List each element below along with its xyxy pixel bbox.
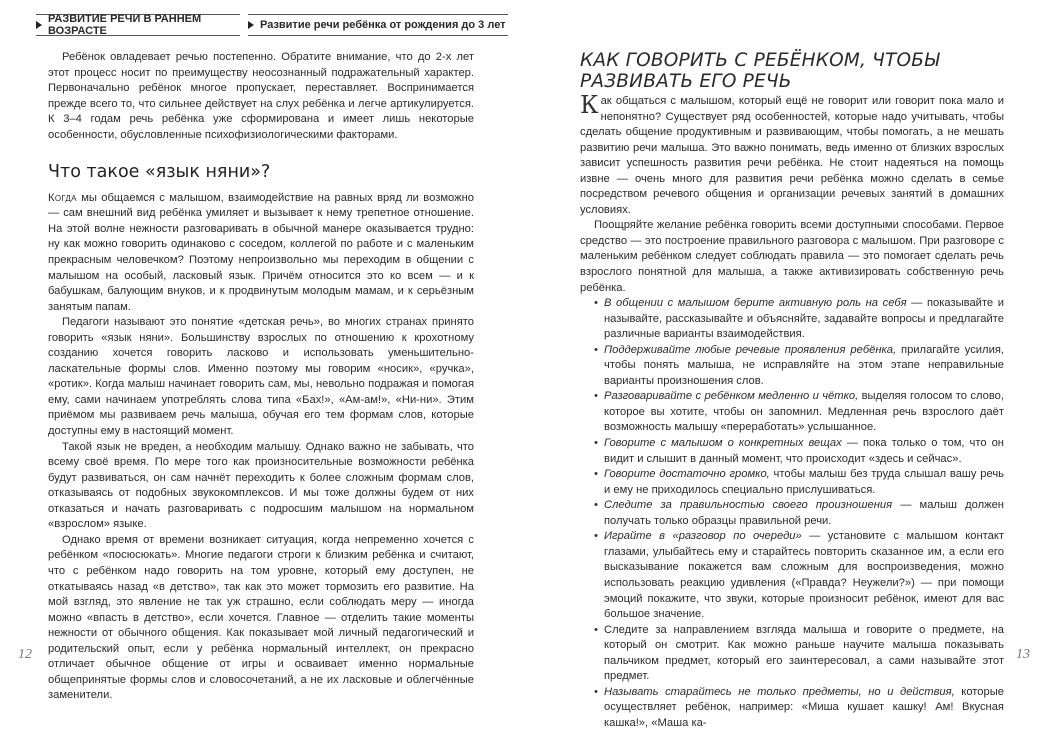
list-item-emphasis: Разговаривайте с ребёнком медленно и чётко, [604,390,859,403]
list-item-emphasis: Играйте в «разговор по очереди» [604,530,802,543]
list-item [594,343,1004,390]
list-item-text: — показывайте и называйте, рассказывайте и объясняйте, задавайте вопросы и предлагайте различные варианты взаимодействия. [604,297,1004,341]
list-item [594,389,1004,436]
chapter-title: Развитие речи ребёнка от рождения до 3 лет [260,19,506,31]
paragraph-text: мы общаемся с малышом, взаимодействие на равных вряд ли возможно — сам внешний вид ребёнка умиляет и вызывает к нему трепетное отношение. На этой волне нежности разговаривать в обычной манере оказывается трудно: ну как можно говорить одинаково с соседом, коллегой по работе и с маленьким прекрасным человечком? Поэтому непроизвольно мы переходим в общении с малышом на особый, ласковый язык. Причём относится это ко всем — и к бабушкам, балующим внуков, и к продвинутым молодым мамам, и к серьёзным занятым папам. [48,191,474,313]
list-item-text: — установите с малышом контакт глазами, улыбайтесь ему и старайтесь повторить сказанное им, а если его высказывание покажется вам сложным для воспроизведения, можно использовать реакцию удивления («Правда? Неужели?») — при помощи эмоций покажите, что звуки, которые произносит ребёнок, имеют для вас большое значение. [604,530,1004,621]
list-item-emphasis: Говорите с малышом о конкретных вещах [604,437,842,450]
list-item-text: чтобы малыш без труда слышал вашу речь и ему не приходилось специально прислушиваться. [604,468,1004,496]
list-item-emphasis: Говорите достаточно громко, [604,468,770,481]
list-item [594,529,1004,622]
left-heading: Что такое «язык няни»? [48,162,271,183]
list-item-emphasis: В общении с малышом берите активную роль на себя [604,297,907,310]
page-number-left: 12 [18,647,32,662]
list-item-text: Следите за направлением взгляда малыша и говорите о предмете, на который он смотрит. Как можно раньше научите малыша показывать пальчиком предмет, который его заинтересовал, а сами называйте этот предмет. [604,623,1004,683]
list-item-text: прилагайте усилия, чтобы понять малыша, не исправляйте на этом этапе неправильные варианты произношения слов. [604,343,1004,387]
rules-list [580,296,1004,731]
list-item-text: которые осуществляет ребёнок, например: «Миша кушает кашку! Ам! Вкусная кашка!», «Маша ка- [604,685,1004,729]
triangle-marker-icon [36,21,42,29]
running-header-section [36,14,240,36]
list-item-text: выделяя голосом то слово, которое вы хотите, чтобы он запомнил. Медленная речь взрослого даёт возможность малышу «переработать» услышанное. [604,390,1004,434]
paragraph: Педагоги называют это понятие «детская речь», во многих странах принято говорить «язык няни». Большинству взрослых по отношению к крохотному созданию хочется говорить ласково и использовать уменьшительно-ласкательные формы слов. Именно поэтому мы говорим «носик», «ручка», «ротик». Когда малыш начинает говорить сам, мы, невольно подражая и помогая ему, сами начинаем употреблять слова типа «Бах!», «Ам-ам!», «Ни-ни». Этим приёмом мы развиваем речь малыша, обучая его тем формам слов, которые доступны ему в настоящий момент. [48,316,474,438]
section-title: РАЗВИТИЕ РЕЧИ В РАННЕМ ВОЗРАСТЕ [48,13,202,37]
list-item [594,436,1004,467]
list-item [594,685,1004,731]
paragraph [48,191,474,315]
drop-cap: К [580,91,599,119]
list-item-text: — пока только о том, что он видит и слышит в данный момент, что происходит «здесь и сейчас». [604,437,1004,465]
running-header-chapter [248,14,508,36]
page-number-right: 13 [1016,647,1030,662]
paragraph: Такой язык не вреден, а необходим малышу. Однако важно не забывать, что всему своё время. По мере того как произносительные возможности ребёнка будут развиваться, он сам начнёт переходить к более сложным формам слов, отказываясь от подобных звукокомплексов. И мы тоже должны будем от них отказаться и начать разговаривать с подросшим малышом на нормальном «взрослом» языке. [48,440,474,531]
lead-in-word: Когда [48,191,77,204]
left-page-column [48,50,474,704]
right-page-column [580,50,1004,731]
paragraph-text: ак общаться с малышом, который ещё не говорит или говорит пока мало и непонятно? Существует ряд особенностей, которые надо учитывать, чтобы сделать общение продуктивным и развивающим, чтобы помогать, а не мешать развитию речи малыша. Это важно понимать, ведь именно от близких взрослых зависит успешность развития речи ребёнка. Не стоит надеяться на помощь извне — очень много для развития речи ребёнка можно сделать в семье посредством речевого общения и организации речевых занятий в домашних условиях. [580,95,1004,216]
list-item-text: — малыш должен получать только образцы правильной речи. [604,499,1004,527]
list-item-emphasis: Называть старайтесь не только предметы, но и действия, [604,685,955,698]
list-item-emphasis: Поддерживайте любые речевые проявления ребёнка, [604,343,897,356]
triangle-marker-icon [248,21,254,29]
paragraph [580,91,1004,218]
list-item [594,623,1004,685]
list-item [594,296,1004,343]
list-item [594,498,1004,529]
paragraph: Поощряйте желание ребёнка говорить всеми доступными способами. Первое средство — это построение правильного разговора с малышом. При разговоре с маленьким ребёнком следует соблюдать правила — это помогает сделать речь взрослого понятной для малыша, а также активизировать собственную речь ребёнка. [580,219,1004,294]
right-heading: КАК ГОВОРИТЬ С РЕБЁНКОМ, ЧТОБЫ РАЗВИВАТЬ ЕГО РЕЧЬ [580,50,940,92]
paragraph: Однако время от времени возникает ситуация, когда непременно хочется с ребёнком «посюсюкать». Многие педагоги строги к близким ребёнка и считают, что с ребёнком надо говорить на том уровне, который ему доступен, не откатываясь назад «в детство», так как это может тормозить его развитие. На мой взгляд, это явление не так уж страшно, если соблюдать меру — иногда можно «впасть в детство», если хочется. Главное — отделить такие моменты нежности от обычного общения. Как показывает мой личный педагогический и родительский опыт, если у ребёнка нормальный интеллект, он прекрасно отличает обычное общение от игры и осваивает именно нормальные общепринятые формы слов и словосочетаний, а не их ласковые и облегчённые заменители. [48,533,474,702]
list-item-emphasis: Следите за правильностью своего произношения [604,499,893,512]
intro-paragraph: Ребёнок овладевает речью постепенно. Обратите внимание, что до 2-х лет этот процесс носит по преимуществу неосознанный подражательный характер. Первоначально ребёнок многое пропускает, переставляет. Воспринимается прежде всего то, что сильнее действует на слух ребёнка и легче артикулируется. К 3–4 годам речь ребёнка уже сформирована и имеет лишь некоторые особенности, обусловленные психофизиологическими факторами. [48,51,474,141]
list-item [594,467,1004,498]
